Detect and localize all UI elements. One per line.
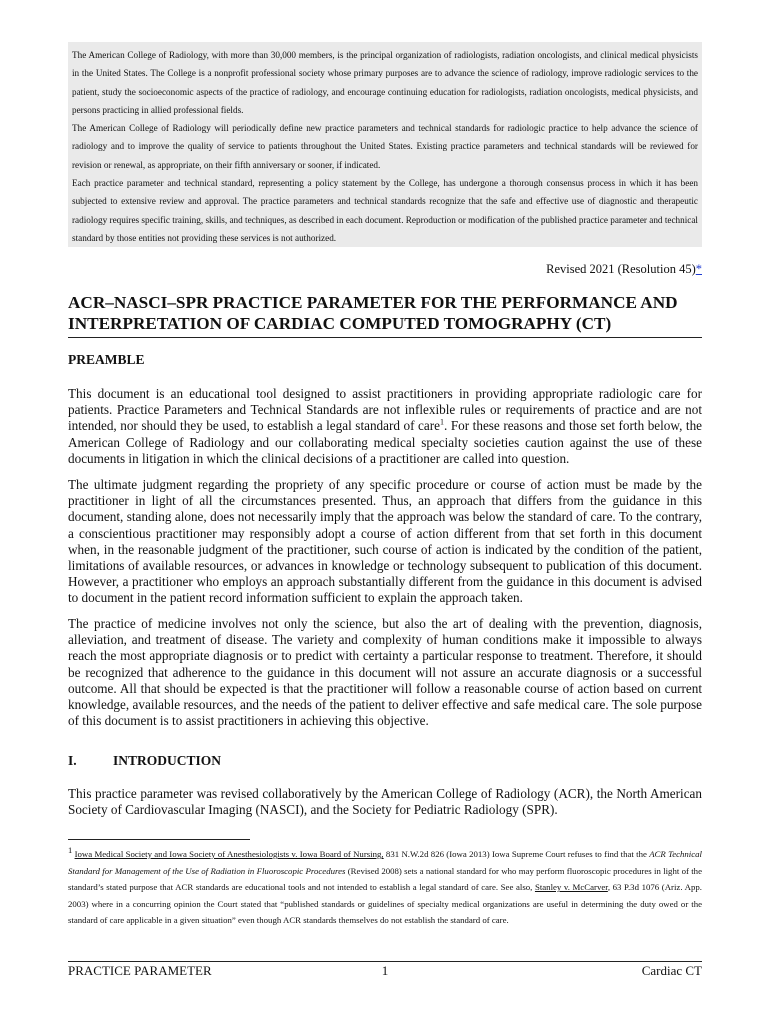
preamble-paragraph-1 xyxy=(68,386,702,467)
section-title: INTRODUCTION xyxy=(113,753,222,768)
footnote-text-3: , 63 P.3d 1076 (Ariz. App. 2003) where in a concurring opinion the Court stated that “published standards or guidelines of specialty medical organizations are useful in determining the duty owed or the standard of care applicable in a given situation” even though ACR standards themselves do not establish the standard of care. xyxy=(68,882,702,926)
footnote-italic-title: ACR Technical Standard for Management of the Use of Radiation in Fluoroscopic Procedures xyxy=(68,849,702,876)
intro-paragraph-3: Each practice parameter and technical standard, representing a policy statement by the College, has undergone a thorough consensus process in which it has been subjected to extensive review and approval. The practice parameters and technical standards recognize that the safe and effective use of diagnostic and therapeutic radiology requires specific training, skills, and techniques, as described in each document. Reproduction or modification of the published practice parameter and technical standard by those entities not providing these services is not authorized. xyxy=(72,178,698,243)
document-title: ACR–NASCI–SPR PRACTICE PARAMETER FOR THE PERFORMANCE AND INTERPRETATION OF CARDIAC COMPUTED TOMOGRAPHY (CT) xyxy=(68,292,702,338)
acr-intro-box xyxy=(68,42,702,247)
footnote-marker: 1 xyxy=(68,845,73,856)
intro-paragraph-1: The American College of Radiology, with more than 30,000 members, is the principal organization of radiologists, radiation oncologists, and clinical medical physicists in the United States. The College is a nonprofit professional society whose primary purposes are to advance the science of radiology, improve radiologic services to the patient, study the socioeconomic aspects of the practice of radiology, and encourage continuing education for radiologists, radiation oncologists, medical physicists, and persons practicing in allied professional fields. xyxy=(72,50,698,115)
footnote-ref-1[interactable]: 1 xyxy=(440,418,444,428)
page-number: 1 xyxy=(381,963,389,978)
footnote-1 xyxy=(68,846,702,929)
revision-note xyxy=(546,262,702,277)
section-number: I. xyxy=(68,753,77,768)
footer-divider xyxy=(68,961,702,962)
footer-right: Cardiac CT xyxy=(641,963,702,978)
revision-link[interactable]: * xyxy=(695,262,702,276)
preamble-paragraph-3: The practice of medicine involves not only the science, but also the art of dealing with the prevention, diagnosis, alleviation, and treatment of disease. The variety and complexity of human conditions make it impossible to always reach the most appropriate diagnosis or to predict with certainty a particular response to treatment. Therefore, it should be recognized that adherence to the guidance in this document will not assure an accurate diagnosis or a successful outcome. All that should be expected is that the practitioner will follow a reasonable course of action based on current knowledge, available resources, and the needs of the patient to deliver effective and safe medical care. The sole purpose of this document is to assist practitioners in achieving this objective. xyxy=(68,616,702,729)
footnote-text-1: 831 N.W.2d 826 (Iowa 2013) Iowa Supreme Court refuses to find that the xyxy=(383,849,650,859)
preamble-paragraph-2: The ultimate judgment regarding the propriety of any specific procedure or course of action must be made by the practitioner in light of all the circumstances presented. Thus, an approach that differs from the guidance in this document, standing alone, does not necessarily imply that the approach was below the standard of care. To the contrary, a conscientious practitioner may responsibly adopt a course of action different from that set forth in this document when, in the reasonable judgment of the practitioner, such course of action is indicated by the condition of the patient, limitations of available resources, or advances in knowledge or technology subsequent to publication of this document. However, a practitioner who employs an approach substantially different from the guidance in this document is advised to document in the patient record information sufficient to explain the approach taken. xyxy=(68,477,702,606)
footnote-case-2: Stanley v. McCarver xyxy=(534,882,608,893)
footnote-divider xyxy=(68,839,250,840)
introduction-paragraph-1: This practice parameter was revised collaboratively by the American College of Radiology (ACR), the North American Society of Cardiovascular Imaging (NASCI), and the Society for Pediatric Radiology (SPR). xyxy=(68,786,702,818)
footnote-text-2: (Revised 2008) sets a national standard for who may perform fluoroscopic procedures in light of the standard’s stated purpose that ACR standards are educational tools and not intended to establish a legal standard of care. See also, xyxy=(68,865,702,893)
preamble-heading: PREAMBLE xyxy=(68,352,145,367)
preamble-p1-text-b: . For these reasons and those set forth below, the American College of Radiology and our collaborating medical specialty societies caution against the use of these documents in litigation in which the clinical decisions of a practitioner are called into question. xyxy=(68,418,703,466)
footnote-case-1: Iowa Medical Society and Iowa Society of Anesthesiologists v. Iowa Board of Nursing, xyxy=(74,849,384,859)
page-footer xyxy=(68,963,702,981)
introduction-heading xyxy=(68,753,221,769)
revision-text: Revised 2021 (Resolution 45) xyxy=(546,262,696,276)
footer-left: PRACTICE PARAMETER xyxy=(68,963,212,978)
intro-paragraph-2: The American College of Radiology will periodically define new practice parameters and technical standards for radiologic practice to help advance the science of radiology and to improve the quality of service to patients throughout the United States. Existing practice parameters and technical standards will be reviewed for revision or renewal, as appropriate, on their fifth anniversary or sooner, if indicated. xyxy=(72,123,698,170)
preamble-p1-text-a: This document is an educational tool designed to assist practitioners in providing appropriate radiologic care for patients. Practice Parameters and Technical Standards are not inflexible rules or requirements of practice and are not intended, nor should they be used, to establish a legal standard of care xyxy=(68,386,702,434)
